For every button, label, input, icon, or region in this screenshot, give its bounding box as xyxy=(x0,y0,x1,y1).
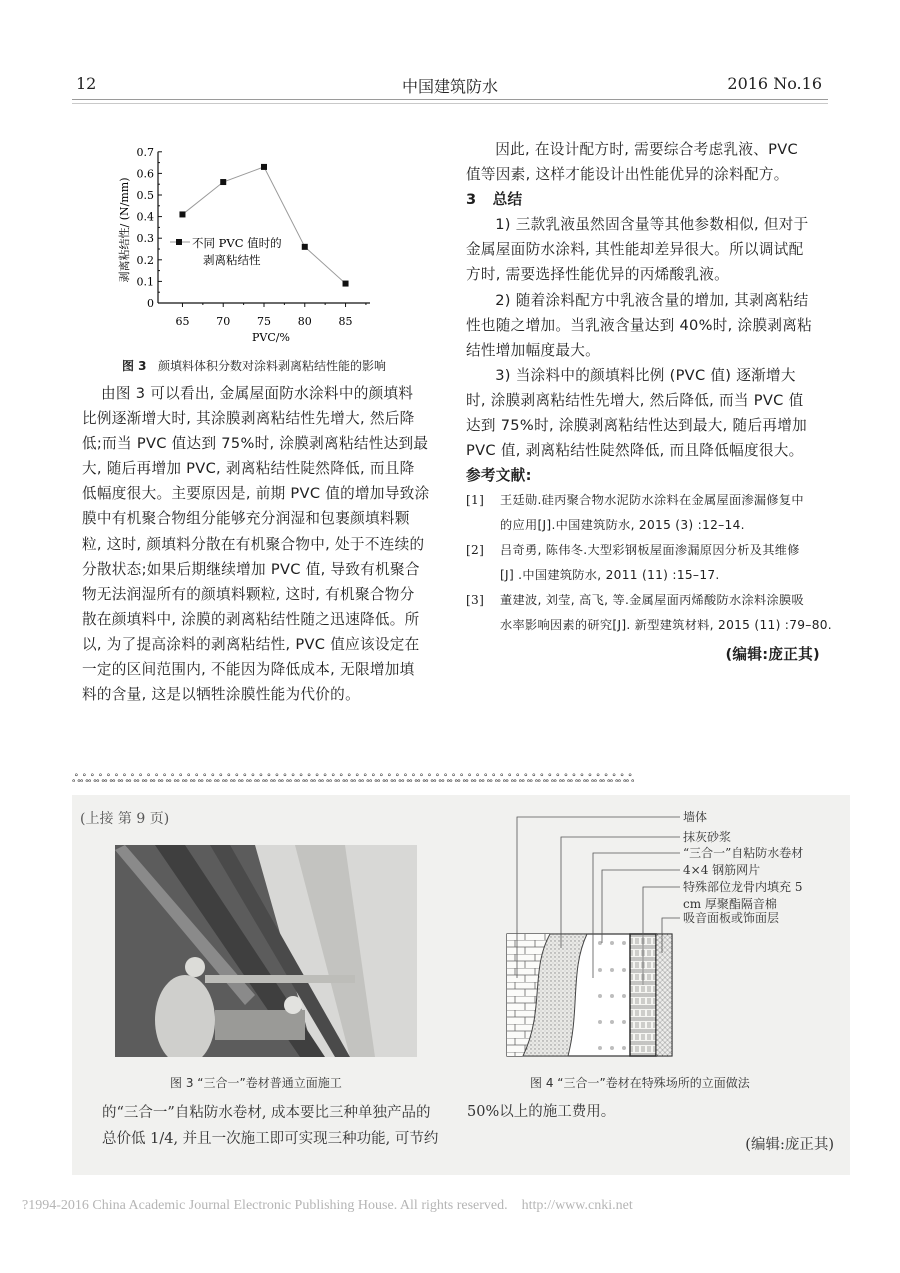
y-tick-label: 0.1 xyxy=(136,275,154,289)
diagram-caption: 图 4 “三合一”卷材在特殊场所的立面做法 xyxy=(530,1076,750,1090)
x-tick-label: 75 xyxy=(257,315,271,328)
continued-from-note: (上接 第 9 页) xyxy=(80,811,170,827)
references-title: 参考文献: xyxy=(466,467,532,485)
conclusion-point-line: 方时, 需要选择性能优异的丙烯酸乳液。 xyxy=(466,266,730,284)
left-paragraph-line: 由图 3 可以看出, 金属屋面防水涂料中的颜填料 xyxy=(100,385,414,402)
conclusion-points xyxy=(466,212,836,463)
reference-item xyxy=(466,588,836,638)
conclusion-point-line: 时, 涂膜剥离粘结性先增大, 然后降低, 而当 PVC 值 xyxy=(466,391,804,409)
reference-number: [1] xyxy=(466,493,485,508)
editor-note: (编辑:庞正其) xyxy=(725,646,820,664)
x-tick-label: 80 xyxy=(297,315,312,328)
copyright-footer xyxy=(22,1198,633,1214)
left-paragraph-line: 低;而当 PVC 值达到 75%时, 涂膜剥离粘结性达到最 xyxy=(82,435,429,453)
left-paragraph-line: 分散状态;如果后期继续增加 PVC 值, 导致有机聚合 xyxy=(82,560,420,578)
conclusion-point-line: 3) 当涂料中的颜填料比例 (PVC 值) 逐渐增大 xyxy=(495,366,796,384)
reference-number: [2] xyxy=(466,543,485,558)
inset-editor-note: (编辑:庞正其) xyxy=(745,1137,834,1153)
x-axis-label: PVC/% xyxy=(252,331,290,344)
copyright-text: ?1994-2016 China Academic Journal Electronic Publishing House. All rights reserved. xyxy=(22,1198,508,1213)
section-title: 总结 xyxy=(492,191,523,209)
footer-url[interactable]: http://www.cnki.net xyxy=(521,1198,633,1213)
right-column xyxy=(466,137,836,667)
decorative-divider: ஃஃஃஃஃஃஃஃஃஃஃஃஃஃஃஃஃஃஃஃஃஃஃஃஃஃஃஃஃஃஃஃஃஃஃஃஃஃஃஃஃஃஃஃஃஃஃஃஃஃஃஃஃஃஃஃஃஃஃஃஃஃஃஃஃஃஃஃஃஃ xyxy=(72,772,634,785)
reference-line-2: [J] .中国建筑防水, 2011 (11) :15–17. xyxy=(500,568,720,583)
diagram-label: “三合一”自粘防水卷材 xyxy=(683,846,804,860)
y-tick-label: 0.5 xyxy=(136,189,154,202)
data-point xyxy=(302,244,308,250)
diagram-label: 特殊部位龙骨内填充 5 xyxy=(683,880,803,894)
diagram-label: 吸音面板或饰面层 xyxy=(683,911,780,925)
y-tick-label: 0 xyxy=(147,297,154,310)
x-tick-label: 85 xyxy=(338,315,353,328)
figure-3-caption xyxy=(122,357,386,374)
y-tick-label: 0.3 xyxy=(136,232,154,246)
conclusion-point-line: 达到 75%时, 涂膜剥离粘结性达到最大, 随后再增加 xyxy=(466,417,808,435)
photo-caption: 图 3 “三合一”卷材普通立面施工 xyxy=(170,1076,342,1090)
diagram-label: 墙体 xyxy=(683,810,708,824)
reference-line-1: 董建波, 刘莹, 高飞, 等.金属屋面丙烯酸防水涂料涂膜吸 xyxy=(500,593,804,608)
peel-adhesion-chart xyxy=(100,140,400,350)
inset-left-line-2: 总价低 1/4, 并且一次施工即可实现三种功能, 可节约 xyxy=(102,1131,439,1147)
left-paragraph-line: 大, 随后再增加 PVC, 剥离粘结性陡然降低, 而且降 xyxy=(82,460,415,478)
figure-3-label: 图 3 xyxy=(122,359,147,373)
legend-marker xyxy=(176,239,182,245)
intro-line-2: 值等因素, 这样才能设计出性能优异的涂料配方。 xyxy=(466,166,789,184)
reference-item xyxy=(466,538,836,588)
legend-label-line1: 不同 PVC 值时的 xyxy=(192,236,282,250)
left-paragraph-line: 料的含量, 这是以牺牲涂膜性能为代价的。 xyxy=(82,686,360,704)
y-axis-label: 剥离粘结性/ (N/mm) xyxy=(118,177,131,283)
intro-line-1: 因此, 在设计配方时, 需要综合考虑乳液、PVC xyxy=(495,141,799,158)
conclusion-point-line: 金属屋面防水涂料, 其性能却差异很大。所以调试配 xyxy=(466,241,804,259)
left-paragraph-line: 粒, 这时, 颜填料分散在有机聚合物中, 处于不连续的 xyxy=(82,535,425,553)
diagram-label: 4×4 钢筋网片 xyxy=(683,863,761,877)
inset-left-line-1: 的“三合一”自粘防水卷材, 成本要比三种单独产品的 xyxy=(102,1105,431,1121)
reference-number: [3] xyxy=(466,593,485,608)
journal-title: 中国建筑防水 xyxy=(401,77,498,96)
wall-section-diagram xyxy=(490,800,840,1070)
conclusion-point-line: 结性增加幅度最大。 xyxy=(466,341,601,359)
left-paragraph-line: 一定的区间范围内, 不能因为降低成本, 无限增加填 xyxy=(82,661,415,679)
x-tick-label: 65 xyxy=(175,315,190,328)
reference-line-2: 水率影响因素的研究[J]. 新型建筑材料, 2015 (11) :79–80. xyxy=(500,618,832,633)
page-number: 12 xyxy=(76,74,97,93)
y-tick-label: 0.4 xyxy=(136,210,154,224)
legend-label-line2: 剥离粘结性 xyxy=(203,253,261,267)
reference-line-1: 王廷勋.硅丙聚合物水泥防水涂料在金属屋面渗漏修复中 xyxy=(500,493,804,508)
left-paragraph-line: 低幅度很大。主要原因是, 前期 PVC 值的增加导致涂 xyxy=(82,485,430,503)
x-tick-label: 70 xyxy=(216,315,231,328)
figure-3-caption-text: 颜填料体积分数对涂料剥离粘结性能的影响 xyxy=(157,359,386,373)
left-column-text xyxy=(82,381,454,707)
diagram-label: 抹灰砂浆 xyxy=(683,830,732,844)
references-list xyxy=(466,488,836,638)
reference-line-2: 的应用[J].中国建筑防水, 2015 (3) :12–14. xyxy=(500,518,745,533)
inset-left-text xyxy=(102,1100,438,1152)
data-point xyxy=(179,211,185,217)
data-point xyxy=(343,281,349,287)
data-point xyxy=(220,179,226,185)
construction-photo xyxy=(115,845,417,1057)
left-paragraph-line: 散在颜填料中, 涂膜的剥离粘结性随之迅速降低。所 xyxy=(82,610,420,628)
conclusion-point-line: 2) 随着涂料配方中乳液含量的增加, 其剥离粘结 xyxy=(495,291,809,309)
y-tick-label: 0.6 xyxy=(136,167,154,181)
reference-line-1: 吕奇勇, 陈伟冬.大型彩钢板屋面渗漏原因分析及其维修 xyxy=(500,543,800,558)
section-heading xyxy=(466,187,836,212)
conclusion-point-line: 性也随之增加。当乳液含量达到 40%时, 涂膜剥离粘 xyxy=(466,316,813,334)
issue-number: 2016 No.16 xyxy=(727,74,822,93)
left-paragraph-line: 比例逐渐增大时, 其涂膜剥离粘结性先增大, 然后降 xyxy=(82,410,415,428)
conclusion-point-line: PVC 值, 剥离粘结性陡然降低, 而且降低幅度很大。 xyxy=(466,442,804,460)
left-paragraph-line: 物无法润湿所有的颜填料颗粒, 这时, 有机聚合物分 xyxy=(82,585,415,603)
section-number: 3 xyxy=(466,191,477,209)
conclusion-point-line: 1) 三款乳液虽然固含量等其他参数相似, 但对于 xyxy=(495,216,809,234)
left-paragraph-line: 膜中有机聚合物组分能够充分润湿和包裹颜填料颗 xyxy=(82,510,410,528)
reference-item xyxy=(466,488,836,538)
left-paragraph-line: 以, 为了提高涂料的剥离粘结性, PVC 值应该设定在 xyxy=(82,635,420,653)
y-tick-label: 0.7 xyxy=(136,145,154,159)
header-rule xyxy=(72,99,828,104)
diagram-label: cm 厚聚酯隔音棉 xyxy=(683,897,777,911)
y-tick-label: 0.2 xyxy=(136,253,154,267)
data-point xyxy=(261,164,267,170)
inset-right-text: 50%以上的施工费用。 xyxy=(467,1104,616,1120)
